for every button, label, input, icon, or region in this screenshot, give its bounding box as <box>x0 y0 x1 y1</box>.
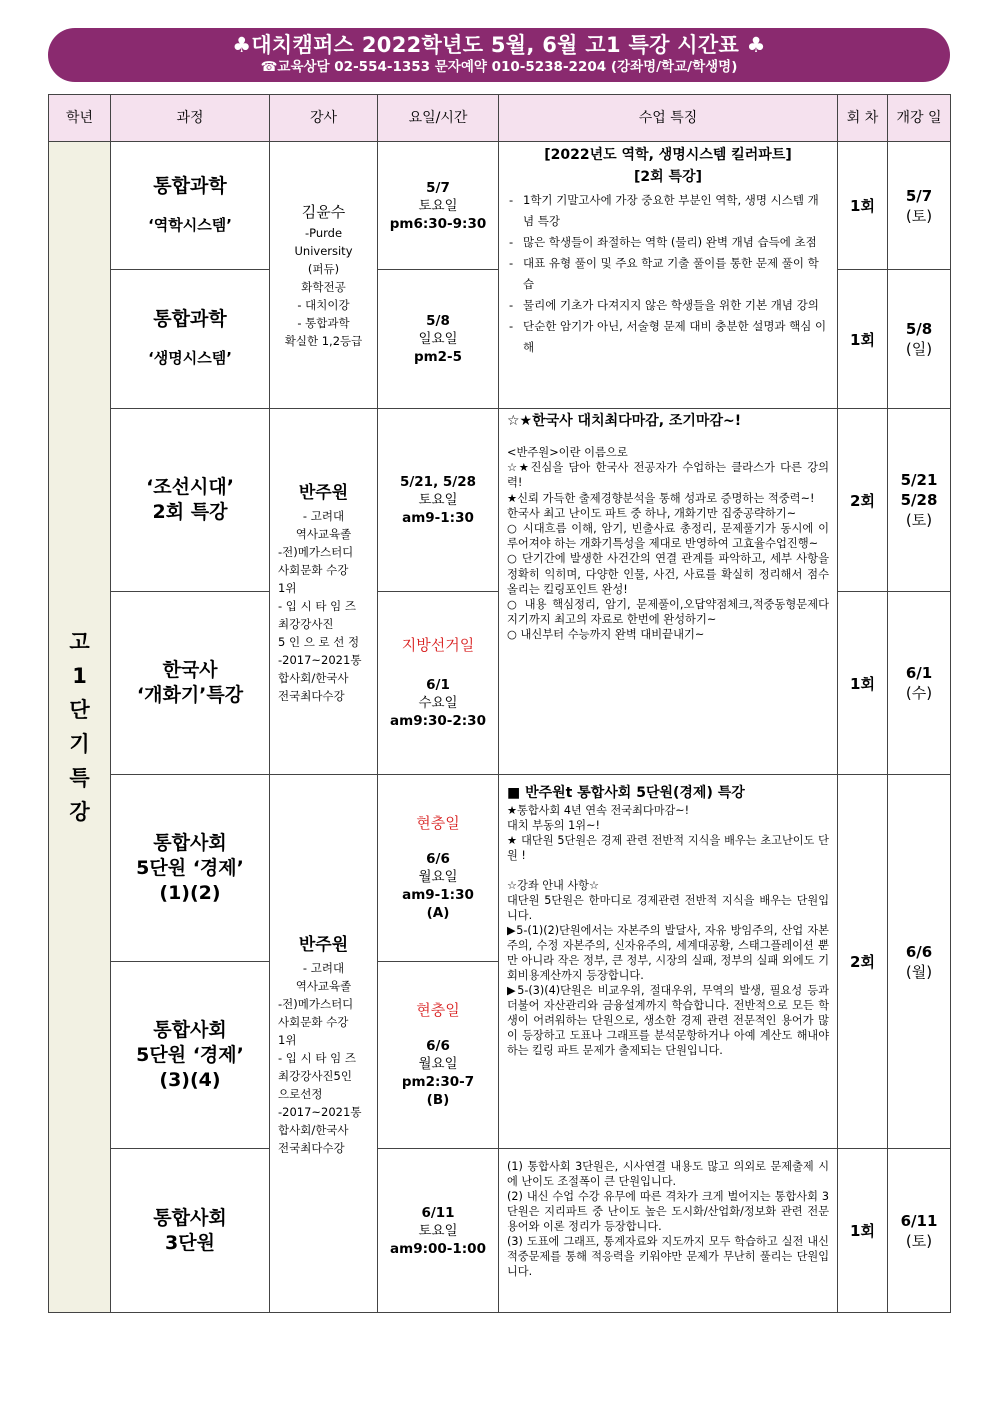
course-cell <box>111 962 270 1149</box>
col-course: 과정 <box>111 95 270 142</box>
features-heading: [2022년도 역학, 생명시스템 킬러파트] <box>544 147 792 163</box>
start-day: (일) <box>905 340 933 358</box>
course-part: (1)(2) <box>159 881 221 904</box>
instructor-line: 사회문화 수강 <box>278 1014 349 1029</box>
instructor-line: (퍼듀) <box>307 262 340 276</box>
features-heading: ■ 반주원t 통합사회 5단원(경제) 특강 <box>507 785 745 801</box>
instructor-line: - 대치이강 <box>297 298 350 312</box>
instructor-line: 1위 <box>278 580 297 595</box>
course-sub: ‘역학시스템’ <box>148 215 232 234</box>
start-cell <box>888 775 951 1149</box>
table-row <box>49 1149 951 1313</box>
start-day: (토) <box>905 206 933 225</box>
course-name: 통합과학 <box>153 308 227 330</box>
table-row <box>49 409 951 592</box>
start-date: 6/11 <box>900 1211 938 1230</box>
title-banner <box>48 28 950 82</box>
features-cell <box>499 775 838 1149</box>
grade-label: 고 1 단 기 특 강 <box>69 630 90 824</box>
time-date: 5/7 <box>426 179 450 196</box>
course-sub: 3단원 <box>165 1231 215 1254</box>
instructor-line: University <box>294 244 353 258</box>
features-text: ▶5-(3)(4)단원은 비교우위, 절대우위, 무역의 발생, 필요성 등과 더불어 자산관리와 금융설계까지 학습합니다. 전반적으로 모든 학생이 어려워하는 단원으로, 생소한 경제 관련 전문적인 용어가 많이 등장하고 도표나 그래프를 분석문항하거나 아예 계산도 해내야하는 킬링 파트 문제가 출제되는 단원입니다. <box>507 984 829 1057</box>
count-cell: 1회 <box>838 592 888 775</box>
course-sub: 5단원 ‘경제’ <box>136 1043 244 1066</box>
time-hours: am9:30-2:30 <box>390 713 486 729</box>
time-day: 월요일 <box>418 1056 458 1072</box>
time-hours: am9-1:30 <box>402 887 474 903</box>
instructor-cell <box>270 142 378 409</box>
start-day: (토) <box>905 511 933 529</box>
instructor-line: 화학전공 <box>301 280 346 294</box>
col-count: 회 차 <box>838 95 888 142</box>
time-cell <box>378 270 499 409</box>
features-text: ○ 단기간에 발생한 사건간의 연결 관계를 파악하고, 세부 사항을 정확히 익히며, 다양한 인물, 사건, 사료를 확실히 정리해서 점수 올리는 킬링포인트 완성! <box>507 552 829 596</box>
instructor-line: 합사회/한국사 <box>278 670 349 685</box>
col-instructor: 강사 <box>270 95 378 142</box>
instructor-cell <box>270 775 378 1313</box>
instructor-name: 반주원 <box>298 482 349 503</box>
instructor-line: 5 인 으 로 선 정 <box>278 634 360 649</box>
course-name: 통합사회 <box>153 1018 227 1041</box>
time-cell <box>378 409 499 592</box>
features-text: ★ 대단원 5단원은 경제 관련 전반적 지식을 배우는 초고난이도 단원 ! <box>507 834 829 862</box>
time-date: 6/6 <box>426 851 450 867</box>
course-name: ‘조선시대’ <box>146 476 234 498</box>
start-date: 5/28 <box>900 491 938 509</box>
features-text: (2) 내신 수업 수강 유무에 따른 격차가 크게 벌어지는 통합사회 3단원은 지리파트 중 난이도 높은 도시화/산업화/정보화 관련 전문 용어와 이론 정리가 등장합니다. <box>507 1190 829 1233</box>
course-name: 통합과학 <box>153 174 227 197</box>
time-cell <box>378 1149 499 1313</box>
features-text: (3) 도표에 그래프, 통계자료와 지도까지 모두 학습하고 실전 내신적중문제를 통해 적응력을 키워야만 문제가 무난히 풀리는 단원입니다. <box>507 1235 829 1278</box>
features-text: ☆강좌 안내 사항☆ <box>507 879 600 892</box>
course-name: 통합사회 <box>153 1206 227 1229</box>
table-row <box>49 142 951 270</box>
instructor-line: 전국최다수강 <box>278 1140 345 1155</box>
features-text: 대단원 5단원은 한마디로 경제관련 전반적 지식을 배우는 단원입니다. <box>507 894 829 922</box>
contact-line: ☎교육상담 02-554-1353 문자예약 010-5238-2204 (강좌명/학교/학생명) <box>260 59 738 75</box>
start-cell <box>888 1149 951 1313</box>
instructor-line: - 입 시 타 임 즈 <box>278 1050 356 1065</box>
time-day: 일요일 <box>418 331 458 347</box>
time-group: (A) <box>426 905 450 921</box>
col-time: 요일/시간 <box>378 95 499 142</box>
course-name: 통합사회 <box>153 831 227 854</box>
course-cell <box>111 409 270 592</box>
instructor-line: 1위 <box>278 1032 297 1047</box>
features-text: (1) 통합사회 3단원은, 시사연결 내용도 많고 의외로 문제출제 시에 난이도 조절폭이 큰 단원입니다. <box>507 1160 829 1188</box>
course-sub: ‘생명시스템’ <box>148 349 232 367</box>
features-text: ○ 내용 핵심정리, 암기, 문제풀이,오답약점체크,적중동형문제다지기까지 최고의 자료로 한번에 완성하기~ <box>507 598 829 627</box>
course-cell <box>111 270 270 409</box>
instructor-line: -전)메가스터디 <box>278 544 354 559</box>
start-date: 5/21 <box>900 471 938 489</box>
list-item: - 1학기 기말고사에 가장 중요한 부분인 역학, 생명 시스템 개념 특강 <box>507 190 829 232</box>
instructor-line: - 입 시 타 임 즈 <box>278 598 356 613</box>
col-features: 수업 특징 <box>499 95 838 142</box>
instructor-name: 김윤수 <box>301 203 346 221</box>
course-sub: 2회 특강 <box>152 501 228 523</box>
course-part: (3)(4) <box>159 1068 221 1091</box>
start-date: 5/8 <box>905 320 933 338</box>
holiday-note: 현충일 <box>416 814 460 832</box>
course-cell <box>111 1149 270 1313</box>
time-group: (B) <box>426 1092 450 1108</box>
instructor-line: 으로선정 <box>278 1086 323 1101</box>
features-text: ▶5-(1)(2)단원에서는 자본주의 발달사, 자유 방임주의, 산업 자본주의, 수정 자본주의, 신자유주의, 세계대공황, 스태그플레이션 뿐 만 아니라 작은 정부, 큰 정부, 시장의 실패, 정부의 실패 외에도 기회비용계산까지 등장합니다. <box>507 924 829 982</box>
features-text: ☆★진심을 담아 한국사 전공자가 수업하는 클라스가 다른 강의력! <box>507 461 829 490</box>
instructor-line: 합사회/한국사 <box>278 1122 349 1137</box>
features-list <box>507 190 829 358</box>
course-cell <box>111 775 270 962</box>
count-cell: 1회 <box>838 142 888 270</box>
instructor-line: 전국최다수강 <box>278 688 345 703</box>
start-day: (월) <box>905 962 933 981</box>
start-day: (토) <box>905 1231 933 1250</box>
start-date: 6/6 <box>905 942 933 961</box>
instructor-line: 최강강사진5인 <box>278 1068 352 1083</box>
instructor-line: 사회문화 수강 <box>278 562 349 577</box>
time-date: 5/21, 5/28 <box>399 474 477 490</box>
schedule-table <box>48 94 951 1313</box>
course-name: 한국사 <box>162 659 218 681</box>
table-row <box>49 775 951 962</box>
time-cell <box>378 775 499 962</box>
start-cell <box>888 270 951 409</box>
count-cell: 1회 <box>838 270 888 409</box>
features-text: ○ 내신부터 수능까지 완벽 대비끝내기~ <box>507 628 705 642</box>
header-row <box>49 95 951 142</box>
instructor-line: 최강강사진 <box>278 616 334 631</box>
start-cell <box>888 409 951 592</box>
instructor-line: -2017~2021통 <box>278 1104 362 1119</box>
time-date: 6/1 <box>426 677 450 693</box>
time-cell <box>378 592 499 775</box>
course-cell <box>111 142 270 270</box>
start-date: 6/1 <box>905 664 933 682</box>
time-hours: am9:00-1:00 <box>390 1240 486 1257</box>
instructor-line: 역사교육졸 <box>295 526 352 541</box>
count-cell: 1회 <box>838 1149 888 1313</box>
time-cell <box>378 142 499 270</box>
features-text: <반주원>이란 이름으로 <box>507 446 628 459</box>
instructor-cell <box>270 409 378 775</box>
col-start: 개강 일 <box>888 95 951 142</box>
features-cell <box>499 1149 838 1313</box>
time-day: 토요일 <box>418 197 458 214</box>
features-text: ★통합사회 4년 연속 전국최다마감~! <box>507 804 690 817</box>
instructor-line: -전)메가스터디 <box>278 996 354 1011</box>
start-cell <box>888 592 951 775</box>
course-sub: 5단원 ‘경제’ <box>136 856 244 879</box>
start-cell <box>888 142 951 270</box>
features-cell <box>499 409 838 775</box>
start-date: 5/7 <box>905 186 933 205</box>
instructor-line: -Purde <box>304 226 343 240</box>
start-day: (수) <box>905 684 933 702</box>
instructor-line: - 통합과학 <box>297 316 350 330</box>
instructor-line: - 고려대 <box>302 960 345 975</box>
time-date: 5/8 <box>426 313 450 329</box>
course-sub: ‘개화기’특강 <box>136 684 244 706</box>
time-cell <box>378 962 499 1149</box>
time-date: 6/11 <box>421 1204 455 1221</box>
holiday-note: 지방선거일 <box>401 636 475 654</box>
features-text: ○ 시대흐름 이해, 암기, 빈출사료 총정리, 문제풀기가 동시에 이루어져야 하는 개화기특성을 제대로 반영하여 고효율수업진행~ <box>507 522 829 551</box>
holiday-note: 현충일 <box>416 1001 460 1019</box>
course-cell <box>111 592 270 775</box>
time-hours: pm6:30-9:30 <box>389 215 487 232</box>
list-item: - 많은 학생들이 좌절하는 역학 (물리) 완벽 개념 습득에 초점 <box>507 232 829 253</box>
time-date: 6/6 <box>426 1038 450 1054</box>
count-cell: 2회 <box>838 775 888 1149</box>
time-day: 토요일 <box>418 1222 458 1239</box>
list-item: - 단순한 암기가 아닌, 서술형 문제 대비 충분한 설명과 핵심 이해 <box>507 316 829 358</box>
features-cell <box>499 142 838 409</box>
page-title: ♣대치캠퍼스 2022학년도 5월, 6월 고1 특강 시간표 ♣ <box>232 33 766 57</box>
instructor-line: -2017~2021통 <box>278 652 362 667</box>
list-item: - 물리에 기초가 다져지지 않은 학생들을 위한 기본 개념 강의 <box>507 295 829 316</box>
time-day: 토요일 <box>418 492 458 508</box>
time-hours: am9-1:30 <box>402 510 474 526</box>
col-grade: 학년 <box>49 95 111 142</box>
grade-cell <box>49 142 111 1313</box>
time-day: 수요일 <box>418 695 458 711</box>
time-day: 월요일 <box>418 869 458 885</box>
features-text: 한국사 최고 난이도 파트 중 하나, 개화기만 집중공략하기~ <box>507 506 797 520</box>
instructor-line: 확실한 1,2등급 <box>284 334 363 348</box>
time-hours: pm2:30-7 <box>401 1074 475 1090</box>
list-item: - 대표 유형 풀이 및 주요 학교 기출 풀이를 통한 문제 풀이 학습 <box>507 253 829 295</box>
features-heading: ☆★한국사 대치최다마감, 조기마감~! <box>507 413 742 429</box>
count-cell: 2회 <box>838 409 888 592</box>
features-text: 대치 부동의 1위~! <box>507 819 600 832</box>
features-subheading: [2회 특강] <box>634 169 702 185</box>
features-text: ★신뢰 가득한 출제경향분석을 통해 성과로 증명하는 적중력~! <box>507 491 815 505</box>
instructor-line: - 고려대 <box>302 508 345 523</box>
instructor-name: 반주원 <box>298 934 349 955</box>
instructor-line: 역사교육졸 <box>295 978 352 993</box>
time-hours: pm2-5 <box>413 349 463 365</box>
